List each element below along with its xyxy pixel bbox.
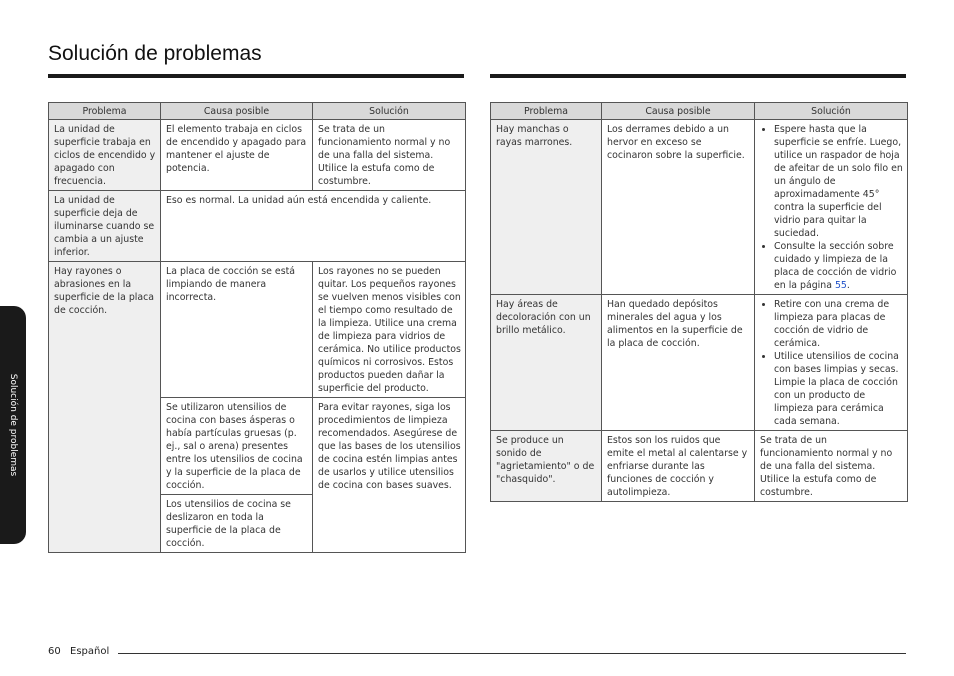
- solution-cell: [755, 295, 908, 431]
- table-header-row: [491, 103, 908, 120]
- problem-cell: Hay rayones o abrasiones en la superficie de la placa de cocción.: [49, 262, 161, 553]
- title-rule-right: [490, 74, 906, 78]
- side-section-tab: [0, 306, 26, 544]
- page-title: Solución de problemas: [48, 42, 262, 65]
- troubleshooting-table-right: [490, 102, 908, 502]
- table-row: [491, 295, 908, 431]
- solution-cell: Se trata de un funcionamiento normal y no de una falla del sistema. Utilice la estufa como de costumbre.: [313, 120, 466, 191]
- header-solution: Solución: [313, 103, 466, 120]
- table-row: [49, 262, 466, 398]
- cause-cell: Estos son los ruidos que emite el metal al calentarse y enfriarse durante las funciones de cocción y autolimpieza.: [602, 431, 755, 502]
- problem-cell: Hay manchas o rayas marrones.: [491, 120, 602, 295]
- solution-cell: Se trata de un funcionamiento normal y no de una falla del sistema. Utilice la estufa como de costumbre.: [755, 431, 908, 502]
- cause-cell: La placa de cocción se está limpiando de manera incorrecta.: [161, 262, 313, 398]
- table-header-row: [49, 103, 466, 120]
- cause-cell: Los derrames debido a un hervor en exceso se cocinaron sobre la superficie.: [602, 120, 755, 295]
- problem-cell: La unidad de superficie deja de iluminarse cuando se cambia a un ajuste inferior.: [49, 191, 161, 262]
- header-cause: Causa posible: [161, 103, 313, 120]
- solution-cell: Los rayones no se pueden quitar. Los pequeños rayones se vuelven menos visibles con el tiempo como resultado de la limpieza. Utilice una crema de limpieza para vidrios de cerámica. No utilice productos químicos ni corrosivos. Estos productos pueden dañar la superficie del producto.: [313, 262, 466, 398]
- cause-cell: Han quedado depósitos minerales del agua y los alimentos en la superficie de la placa de cocción.: [602, 295, 755, 431]
- troubleshooting-table-left: [48, 102, 466, 553]
- solution-list: [760, 298, 903, 428]
- problem-cell: La unidad de superficie trabaja en ciclos de encendido y apagado con frecuencia.: [49, 120, 161, 191]
- cause-cell: Se utilizaron utensilios de cocina con bases ásperas o había partículas gruesas (p. ej., sal o arena) presentes entre los utensilios de cocina y la superficie de la placa de cocción.: [161, 398, 313, 495]
- bullet-text: Consulte la sección sobre cuidado y limpieza de la placa de cocción de vidrio en la página: [774, 241, 897, 291]
- page-reference-link[interactable]: 55: [834, 280, 847, 291]
- header-solution: Solución: [755, 103, 908, 120]
- page-number: 60: [48, 646, 61, 657]
- table-row: [49, 191, 466, 262]
- table-row: [491, 431, 908, 502]
- problem-cell: Se produce un sonido de "agrietamiento" o de "chasquido".: [491, 431, 602, 502]
- table-row: [491, 120, 908, 295]
- problem-cell: Hay áreas de decoloración con un brillo metálico.: [491, 295, 602, 431]
- side-tab-label: Solución de problemas: [8, 373, 18, 477]
- title-rule-left: [48, 74, 464, 78]
- solution-bullet: [774, 240, 903, 292]
- solution-cell: [755, 120, 908, 295]
- cause-cell: Los utensilios de cocina se deslizaron en toda la superficie de la placa de cocción.: [161, 495, 313, 553]
- header-problem: Problema: [49, 103, 161, 120]
- header-cause: Causa posible: [602, 103, 755, 120]
- solution-bullet: • Retire con una crema de limpieza para placas de cocción de vidrio de cerámica.: [774, 298, 903, 350]
- cause-solution-cell: Eso es normal. La unidad aún está encendida y caliente.: [161, 191, 466, 262]
- footer-rule: [118, 653, 906, 654]
- footer-language: Español: [70, 646, 110, 657]
- solution-bullet: • Utilice utensilios de cocina con bases limpias y secas. Limpie la placa de cocción con un producto de limpieza para cerámica cada semana.: [774, 350, 903, 428]
- cause-cell: El elemento trabaja en ciclos de encendido y apagado para mantener el ajuste de potencia.: [161, 120, 313, 191]
- solution-cell: Para evitar rayones, siga los procedimientos de limpieza recomendados. Asegúrese de que las bases de los utensilios de cocina estén limpias antes de usarlos y utilice utensilios de cocina con bases suaves.: [313, 398, 466, 553]
- solution-list: [760, 123, 903, 292]
- bullet-end: .: [846, 280, 850, 291]
- header-problem: Problema: [491, 103, 602, 120]
- table-row: [49, 120, 466, 191]
- solution-bullet: • Espere hasta que la superficie se enfríe. Luego, utilice un raspador de hoja de afeitar de un solo filo en un ángulo de aproximadamente 45° contra la superficie del vidrio para quitar la suciedad.: [774, 123, 903, 240]
